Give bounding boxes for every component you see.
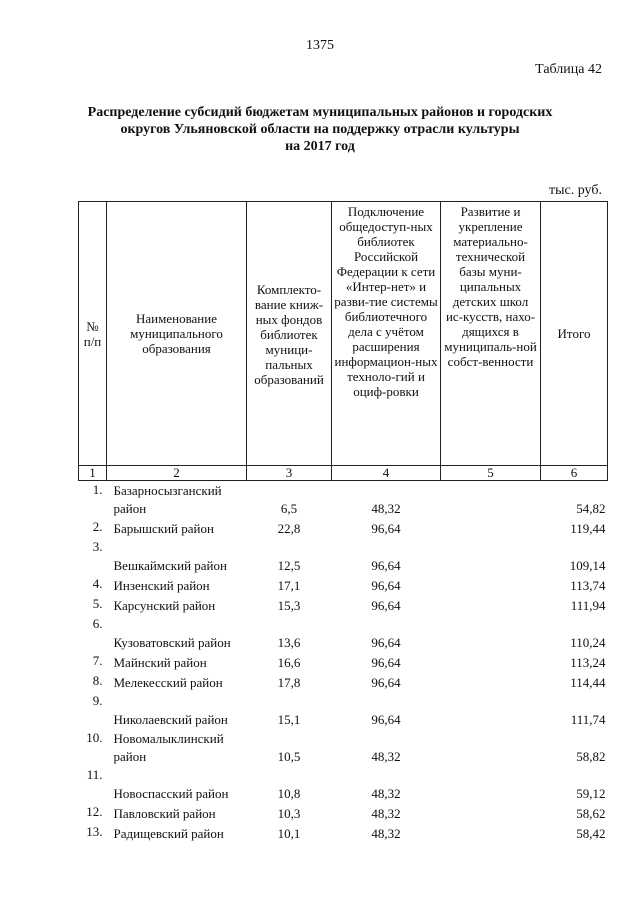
- book-funds-value: 22,8: [277, 521, 301, 536]
- internet-value: 48,32: [371, 826, 401, 841]
- book-funds-value: 16,6: [277, 655, 301, 670]
- book-funds-value: 12,5: [277, 558, 301, 573]
- column-number-6: 6: [541, 466, 608, 481]
- column-number-1: 1: [79, 466, 107, 481]
- column-number-5: 5: [441, 466, 541, 481]
- book-funds-value: 10,3: [277, 806, 301, 821]
- title-line-1: Распределение субсидий бюджетам муниципальных районов и городских: [87, 105, 553, 120]
- municipality-name: Новомалыклинский район: [113, 731, 224, 764]
- header-book-funds: Комплекто-вание книж-ных фондов библиотек муници-пальных образований: [247, 202, 332, 466]
- header-num: № п/п: [79, 202, 107, 466]
- book-funds-value: 15,3: [277, 598, 301, 613]
- total-value: 58,42: [576, 826, 606, 841]
- book-funds-value: 17,8: [277, 675, 301, 690]
- internet-value: 96,64: [371, 712, 401, 727]
- internet-value: 96,64: [371, 521, 401, 536]
- art-schools-value: [441, 518, 541, 538]
- internet-value: 48,32: [371, 786, 401, 801]
- table-row: [79, 575, 608, 595]
- internet-value: 96,64: [371, 655, 401, 670]
- art-schools-value: [441, 615, 541, 652]
- internet-value: 96,64: [371, 675, 401, 690]
- row-number: 11.: [86, 767, 103, 782]
- book-funds-value: 10,5: [277, 749, 301, 764]
- municipality-name: Радищевский район: [113, 826, 224, 841]
- column-number-4: 4: [332, 466, 441, 481]
- art-schools-value: [441, 538, 541, 575]
- total-value: 113,24: [570, 655, 606, 670]
- book-funds-value: 15,1: [277, 712, 301, 727]
- row-number: 10.: [86, 730, 103, 745]
- table-row: [79, 823, 608, 843]
- table-label: Таблица 42: [535, 62, 602, 77]
- book-funds-value: 10,1: [277, 826, 301, 841]
- art-schools-value: [441, 481, 541, 519]
- title-line-2: округов Ульяновской области на поддержку отрасли культуры: [120, 122, 520, 137]
- table-row: [79, 615, 608, 652]
- table-body: [79, 481, 608, 844]
- row-number: 13.: [86, 824, 103, 839]
- header-art-schools: Развитие и укрепление материально-технической базы муни-ципальных детских школ ис-кусств, нахо-дящихся в муниципаль-ной собст-венности: [441, 202, 541, 466]
- municipality-name: Карсунский район: [113, 598, 216, 613]
- municipality-name: Базарносызганский район: [113, 483, 222, 516]
- art-schools-value: [441, 692, 541, 729]
- municipality-name: Майнский район: [113, 655, 207, 670]
- internet-value: 48,32: [371, 749, 401, 764]
- row-number: 8.: [92, 673, 103, 688]
- internet-value: 96,64: [371, 558, 401, 573]
- table-row: [79, 538, 608, 575]
- row-number: 7.: [92, 653, 103, 668]
- internet-value: 96,64: [371, 578, 401, 593]
- municipality-name: Вешкаймский район: [113, 558, 227, 573]
- table-row: [79, 766, 608, 803]
- table-row: [79, 518, 608, 538]
- municipality-name: Мелекесский район: [113, 675, 223, 690]
- subsidy-table: [78, 201, 608, 843]
- total-value: 59,12: [576, 786, 606, 801]
- book-funds-value: 17,1: [277, 578, 301, 593]
- municipality-name: Николаевский район: [113, 712, 228, 727]
- row-number: 5.: [92, 596, 103, 611]
- total-value: 119,44: [570, 521, 606, 536]
- art-schools-value: [441, 575, 541, 595]
- table-row: [79, 692, 608, 729]
- table-row: [79, 672, 608, 692]
- total-value: 111,74: [570, 712, 606, 727]
- art-schools-value: [441, 672, 541, 692]
- municipality-name: Кузоватовский район: [113, 635, 231, 650]
- total-value: 58,82: [576, 749, 606, 764]
- total-value: 54,82: [576, 501, 606, 516]
- art-schools-value: [441, 803, 541, 823]
- table-title: [60, 104, 580, 155]
- table-row: [79, 729, 608, 766]
- row-number: 3.: [92, 539, 103, 554]
- art-schools-value: [441, 595, 541, 615]
- header-internet: Подключение общедоступ-ных библиотек Российской Федерации к сети «Интер-нет» и разви-тие системы библиотечного дела с учётом расширения информацион-ных техноло-гий и оциф-ровки: [332, 202, 441, 466]
- table-row: [79, 481, 608, 519]
- table-row: [79, 595, 608, 615]
- internet-value: 96,64: [371, 598, 401, 613]
- subsidy-table-container: [78, 201, 607, 843]
- header-row: [79, 202, 608, 466]
- page-number: 1375: [306, 38, 334, 53]
- row-number: 4.: [92, 576, 103, 591]
- total-value: 114,44: [570, 675, 606, 690]
- row-number: 12.: [86, 804, 103, 819]
- municipality-name: Павловский район: [113, 806, 216, 821]
- row-number: 1.: [92, 482, 103, 497]
- column-number-2: 2: [107, 466, 247, 481]
- total-value: 113,74: [570, 578, 606, 593]
- internet-value: 48,32: [371, 501, 401, 516]
- art-schools-value: [441, 729, 541, 766]
- art-schools-value: [441, 766, 541, 803]
- units-label: тыс. руб.: [549, 183, 602, 198]
- municipality-name: Инзенский район: [113, 578, 210, 593]
- column-number-row: [79, 466, 608, 481]
- row-number: 9.: [92, 693, 103, 708]
- row-number: 6.: [92, 616, 103, 631]
- total-value: 110,24: [570, 635, 606, 650]
- municipality-name: Барышский район: [113, 521, 214, 536]
- total-value: 111,94: [570, 598, 606, 613]
- header-name: Наименование муниципального образования: [107, 202, 247, 466]
- art-schools-value: [441, 652, 541, 672]
- column-number-3: 3: [247, 466, 332, 481]
- header-total: Итого: [541, 202, 608, 466]
- row-number: 2.: [92, 519, 103, 534]
- book-funds-value: 13,6: [277, 635, 301, 650]
- art-schools-value: [441, 823, 541, 843]
- table-row: [79, 652, 608, 672]
- title-line-3: на 2017 год: [285, 139, 355, 154]
- book-funds-value: 10,8: [277, 786, 301, 801]
- internet-value: 96,64: [371, 635, 401, 650]
- total-value: 58,62: [576, 806, 606, 821]
- book-funds-value: 6,5: [280, 501, 298, 516]
- municipality-name: Новоспасский район: [113, 786, 229, 801]
- table-row: [79, 803, 608, 823]
- total-value: 109,14: [569, 558, 606, 573]
- internet-value: 48,32: [371, 806, 401, 821]
